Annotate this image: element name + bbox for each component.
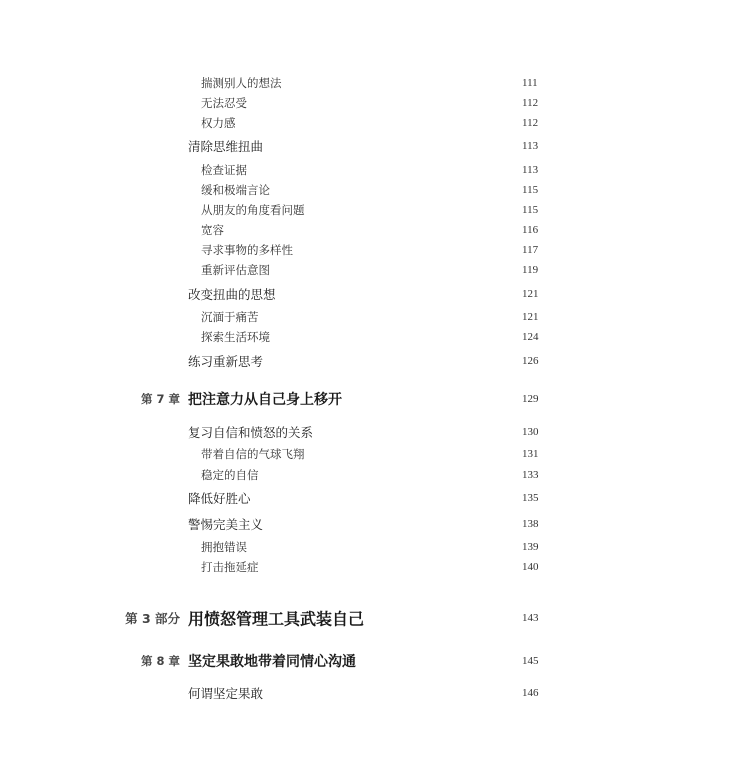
toc-entry-page-number: 124 xyxy=(522,331,539,343)
toc-entry-section[interactable] xyxy=(0,351,750,371)
toc-entry-page-number: 139 xyxy=(522,541,539,553)
toc-entry-title: 清除思维扭曲 xyxy=(188,139,264,154)
toc-entry-section[interactable] xyxy=(0,284,750,304)
toc-entry-title: 寻求事物的多样性 xyxy=(201,243,293,257)
toc-entry-subsection[interactable] xyxy=(0,200,750,220)
toc-entry-title: 打击拖延症 xyxy=(201,560,259,574)
toc-entry-subsection[interactable] xyxy=(0,465,750,485)
toc-entry-page-number: 119 xyxy=(522,264,539,276)
toc-entry-page-number: 121 xyxy=(522,288,539,300)
toc-entry-title: 改变扭曲的思想 xyxy=(188,287,276,302)
part-number: 第 3 部分 xyxy=(125,611,180,626)
toc-entry-subsection[interactable] xyxy=(0,113,750,133)
toc-entry-title: 探索生活环境 xyxy=(201,330,270,344)
toc-entry-page-number: 121 xyxy=(522,311,539,323)
toc-entry-page-number: 115 xyxy=(522,204,539,216)
toc-entry-title: 缓和极端言论 xyxy=(201,183,270,197)
toc-entry-page-number: 113 xyxy=(522,164,539,176)
toc-entry-subsection[interactable] xyxy=(0,73,750,93)
toc-entry-title: 重新评估意图 xyxy=(201,263,270,277)
toc-entry-page-number: 131 xyxy=(522,448,539,460)
toc-entry-title: 用愤怒管理工具武装自己 xyxy=(188,609,365,629)
toc-entry-title: 警惕完美主义 xyxy=(188,517,264,532)
toc-entry-page-number: 116 xyxy=(522,224,539,236)
toc-entry-page-number: 135 xyxy=(522,492,539,504)
toc-entry-subsection[interactable] xyxy=(0,327,750,347)
toc-entry-title: 坚定果敢地带着同情心沟通 xyxy=(188,654,356,670)
toc-entry-subsection[interactable] xyxy=(0,557,750,577)
toc-entry-subsection[interactable] xyxy=(0,260,750,280)
toc-entry-title: 检查证据 xyxy=(201,163,247,177)
toc-entry-title: 把注意力从自己身上移开 xyxy=(188,392,342,408)
toc-entry-section[interactable] xyxy=(0,488,750,508)
toc-entry-title: 揣测别人的想法 xyxy=(201,76,282,90)
toc-entry-section[interactable] xyxy=(0,683,750,703)
toc-entry-part[interactable] xyxy=(0,608,750,628)
toc-entry-page-number: 126 xyxy=(522,355,539,367)
toc-entry-page-number: 133 xyxy=(522,469,539,481)
chapter-number: 第 8 章 xyxy=(140,654,180,668)
toc-entry-subsection[interactable] xyxy=(0,537,750,557)
toc-entry-title: 复习自信和愤怒的关系 xyxy=(188,425,314,440)
toc-entry-title: 权力感 xyxy=(201,116,236,130)
toc-entry-section[interactable] xyxy=(0,136,750,156)
toc-entry-page-number: 112 xyxy=(522,117,539,129)
toc-entry-chapter[interactable] xyxy=(0,389,750,409)
toc-entry-subsection[interactable] xyxy=(0,240,750,260)
toc-entry-section[interactable] xyxy=(0,422,750,442)
toc-entry-page-number: 140 xyxy=(522,561,539,573)
toc-entry-title: 稳定的自信 xyxy=(201,468,259,482)
toc-entry-title: 拥抱错误 xyxy=(201,540,247,554)
toc-entry-title: 宽容 xyxy=(201,223,224,237)
toc-entry-title: 无法忍受 xyxy=(201,96,247,110)
toc-entry-subsection[interactable] xyxy=(0,220,750,240)
toc-entry-title: 从朋友的角度看问题 xyxy=(201,203,305,217)
toc-entry-subsection[interactable] xyxy=(0,444,750,464)
toc-entry-subsection[interactable] xyxy=(0,93,750,113)
toc-entry-page-number: 138 xyxy=(522,518,539,530)
toc-entry-subsection[interactable] xyxy=(0,307,750,327)
toc-entry-page-number: 113 xyxy=(522,140,539,152)
toc-entry-subsection[interactable] xyxy=(0,180,750,200)
toc-entry-page-number: 112 xyxy=(522,97,539,109)
toc-entry-page-number: 143 xyxy=(522,612,539,624)
toc-entry-title: 降低好胜心 xyxy=(188,491,251,506)
toc-entry-title: 何谓坚定果敢 xyxy=(188,686,264,701)
toc-entry-title: 练习重新思考 xyxy=(188,354,264,369)
toc-entry-title: 带着自信的气球飞翔 xyxy=(201,447,305,461)
toc-entry-title: 沉湎于痛苦 xyxy=(201,310,259,324)
toc-entry-subsection[interactable] xyxy=(0,160,750,180)
toc-entry-page-number: 129 xyxy=(522,393,539,405)
toc-entry-page-number: 115 xyxy=(522,184,539,196)
toc-entry-page-number: 111 xyxy=(522,77,538,89)
toc-entry-section[interactable] xyxy=(0,514,750,534)
toc-entry-chapter[interactable] xyxy=(0,651,750,671)
toc-entry-page-number: 145 xyxy=(522,655,539,667)
toc-entry-page-number: 146 xyxy=(522,687,539,699)
toc-entry-page-number: 130 xyxy=(522,426,539,438)
toc-entry-page-number: 117 xyxy=(522,244,539,256)
chapter-number: 第 7 章 xyxy=(140,392,180,406)
